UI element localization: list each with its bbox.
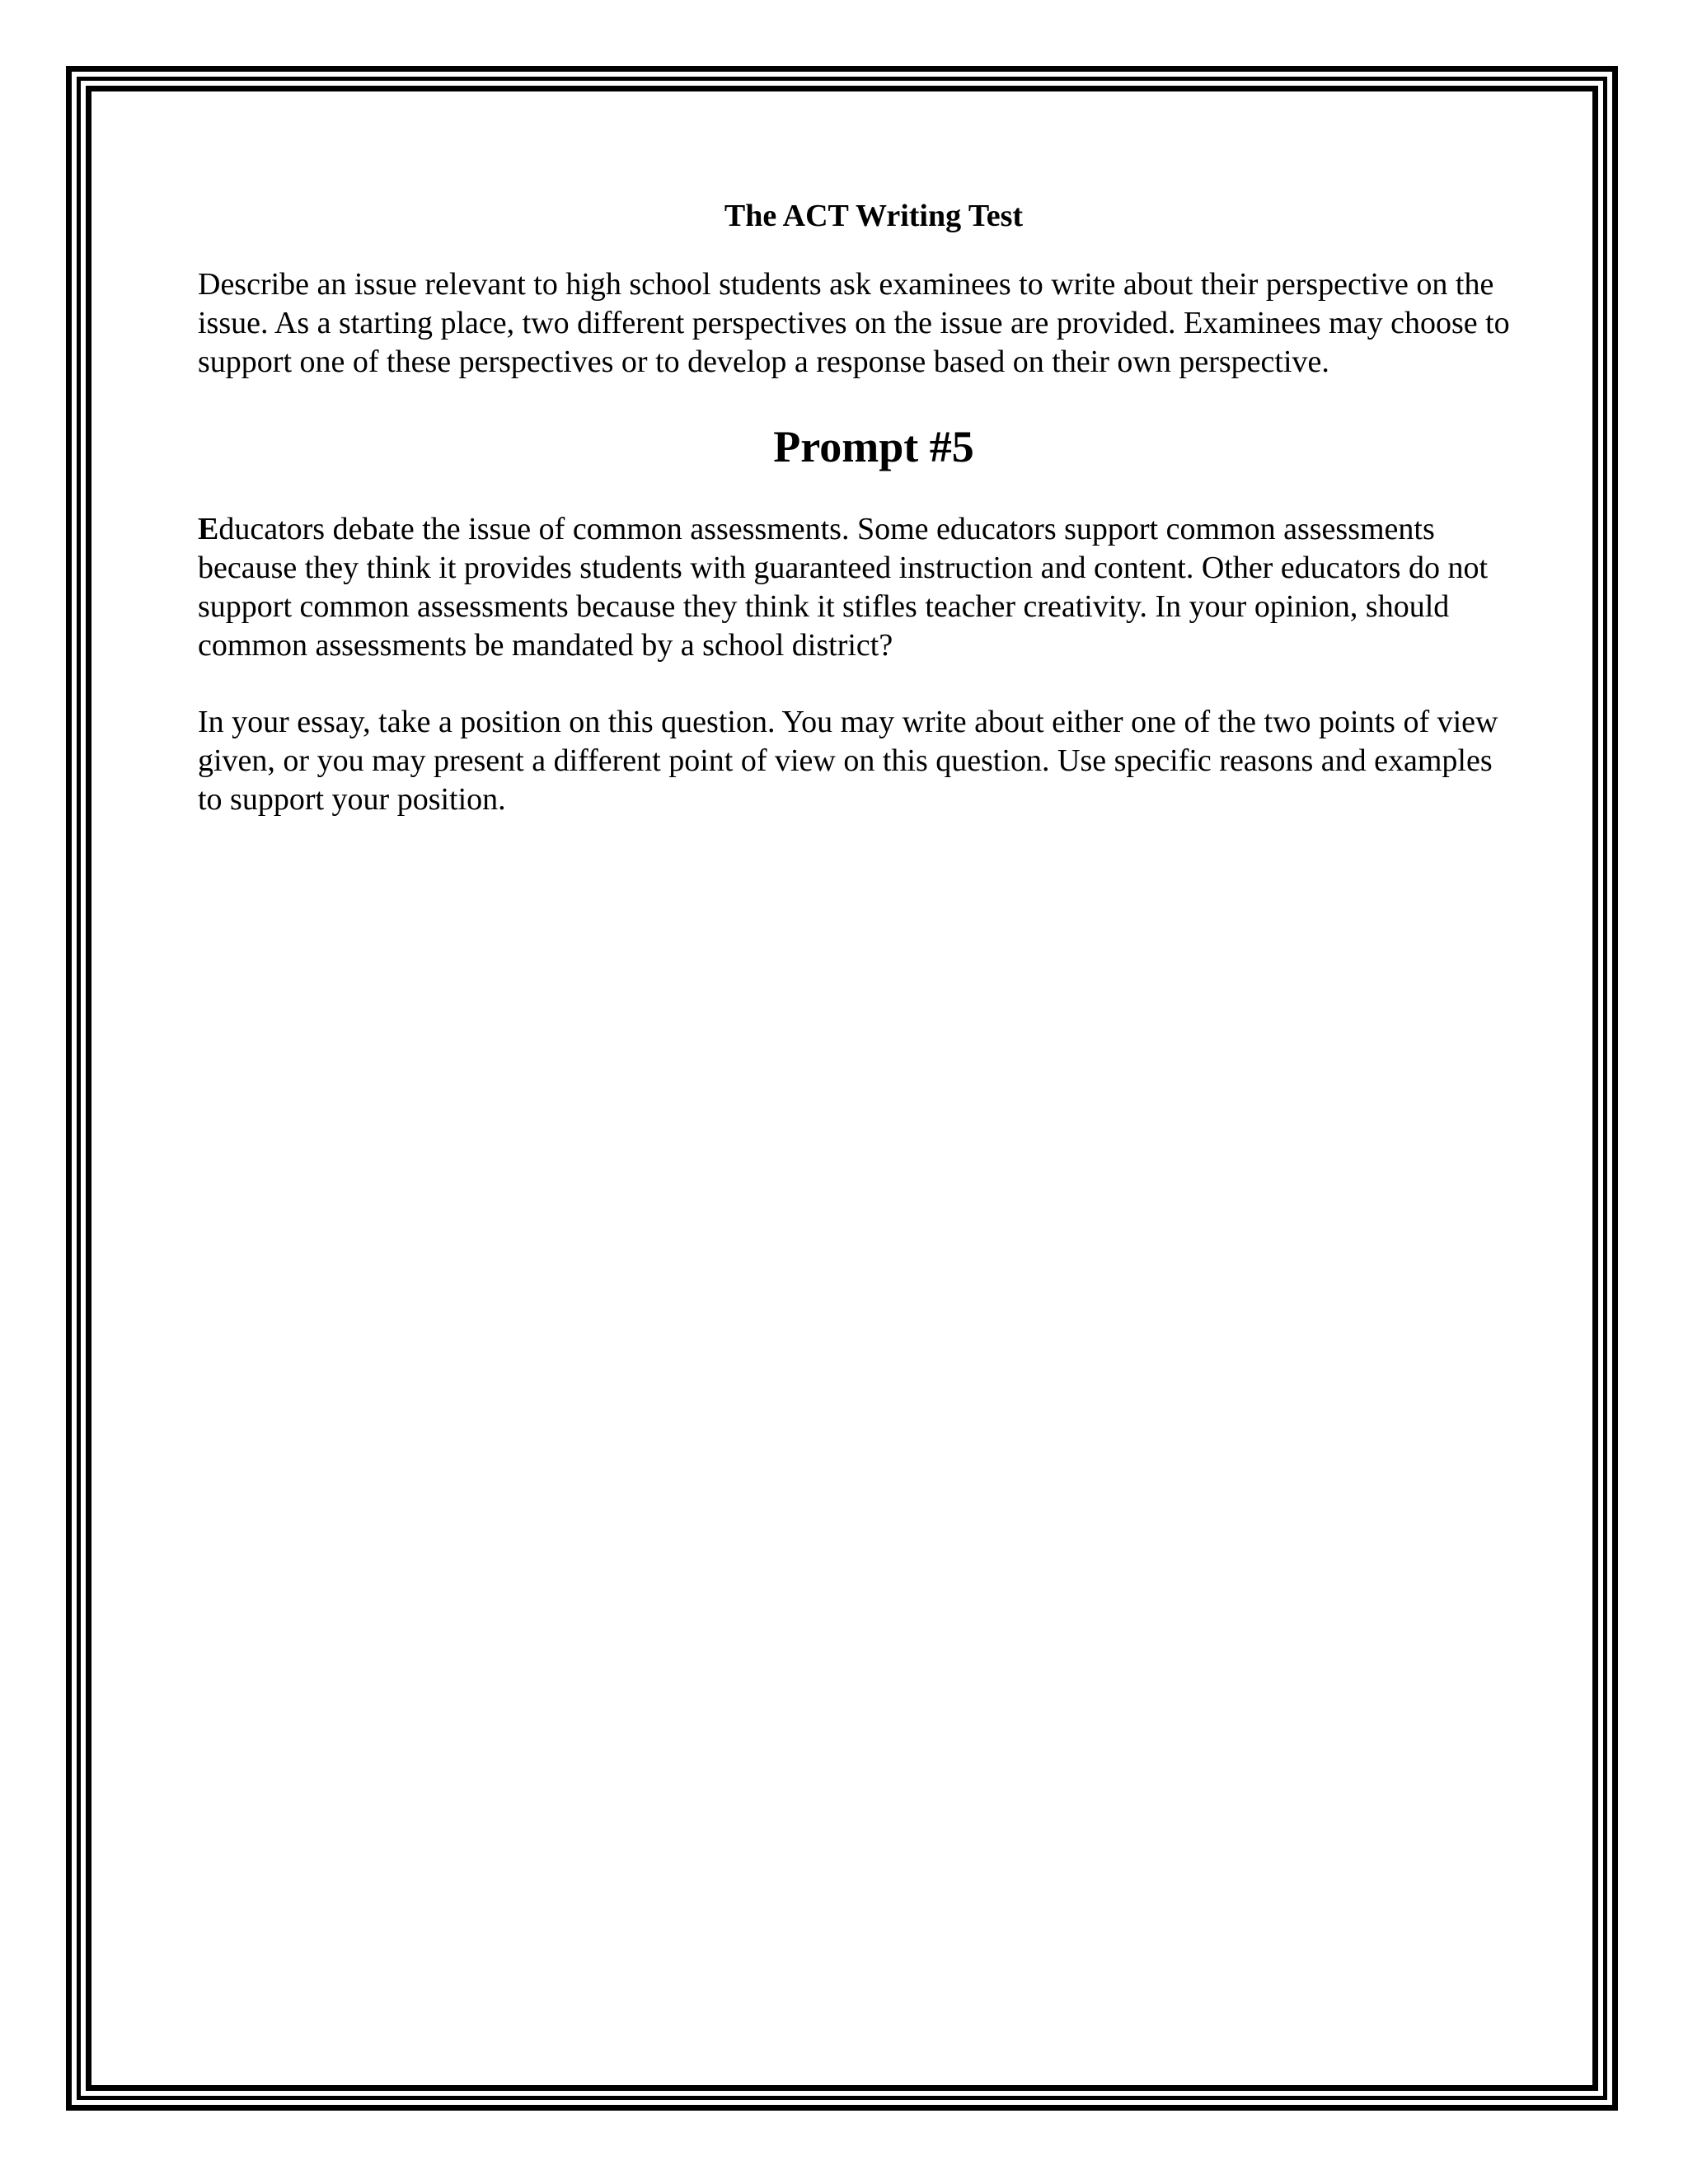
prompt-first-letter: E — [198, 512, 219, 546]
intro-paragraph: Describe an issue relevant to high school students ask examinees to write about their perspective on the issue. As a starting place, two different perspectives on the issue are provided. Examinees may choose to support one of these perspectives or to develop a response based on their own perspective. — [198, 267, 1510, 379]
document-body — [198, 190, 1517, 819]
paragraph-spacer — [198, 665, 1517, 703]
prompt-heading: Prompt #5 — [773, 422, 974, 471]
instructions-paragraph: In your essay, take a position on this question. You may write about either one of the two points of view given, or you may present a different point of view on this question. Use specific reasons and examples to support your position. — [198, 705, 1498, 817]
document-title: The ACT Writing Test — [724, 199, 1024, 233]
prompt-paragraph — [198, 510, 1517, 665]
prompt-body-text: ducators debate the issue of common assessments. Some educators support common assessments because they think it provides students with guaranteed instruction and content. Other educators do not support common assessments because they think it stifles teacher creativity. In your opinion, should common assessments be mandated by a school district? — [198, 512, 1488, 663]
